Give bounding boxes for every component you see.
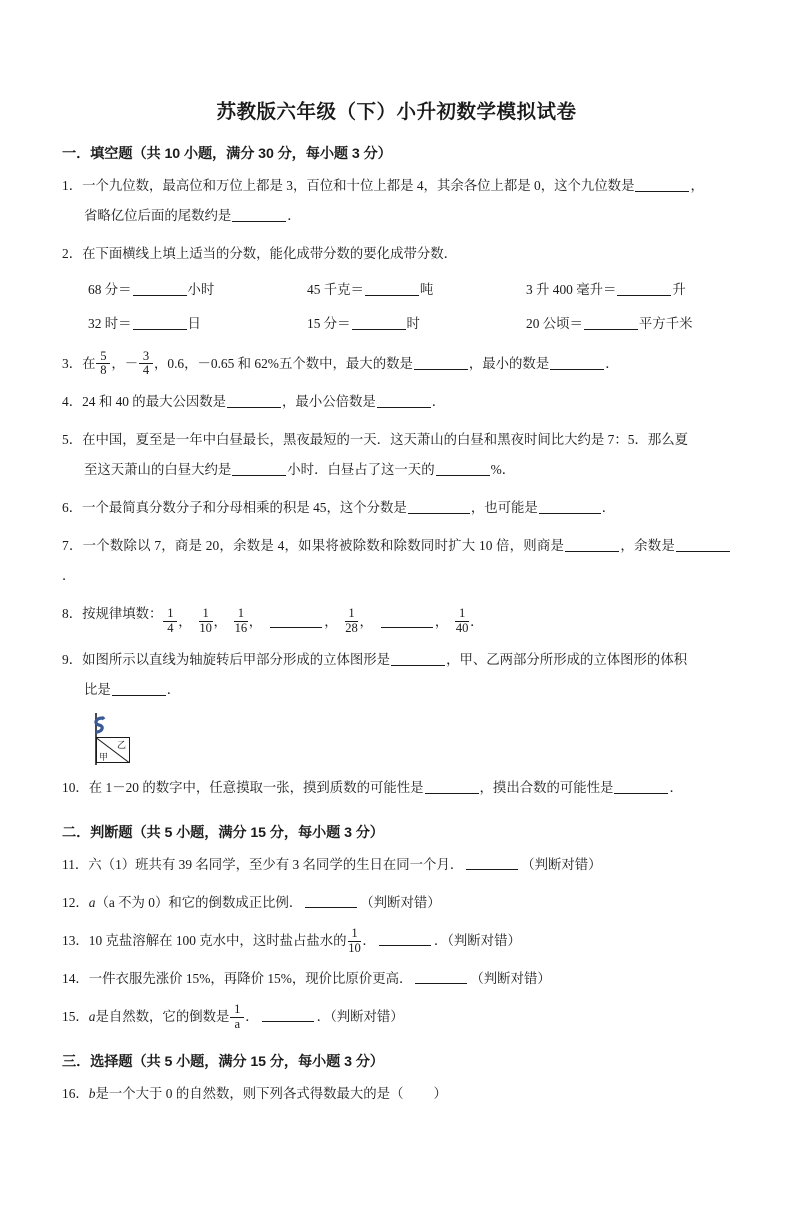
conversion-cell xyxy=(88,273,307,307)
question-12 xyxy=(62,888,731,918)
answer-blank[interactable] xyxy=(415,972,467,984)
conversion-label: 45 千克＝ xyxy=(307,282,364,297)
question-4-mid: ，最小公倍数是 xyxy=(282,394,376,410)
question-5-line1: 在中国，夏至是一年中白昼最长，黑夜最短的一天．这天萧山的白昼和黑夜时间比大约是 7：5．那么夏 xyxy=(82,432,689,448)
question-13-pre: 10 克盐溶解在 100 克水中，这时盐占盐水的 xyxy=(88,933,347,949)
question-9-end: ． xyxy=(166,682,181,698)
conversion-label: 15 分＝ xyxy=(307,316,351,331)
question-7-number: 7． xyxy=(62,538,83,554)
question-9 xyxy=(62,645,731,705)
section-heading-true-false: 二．判断题（共 5 小题，满分 15 分，每小题 3 分） xyxy=(62,825,384,842)
question-5-line2b: 小时．白昼占了这一天的 xyxy=(287,462,435,478)
question-1-number: 1． xyxy=(62,178,83,193)
fraction-denominator: 28 xyxy=(345,620,358,635)
section-heading-multiple-choice: 三．选择题（共 5 小题，满分 15 分，每小题 3 分） xyxy=(62,1054,384,1071)
question-3-pre: 在 xyxy=(82,356,96,371)
question-8-pre: 按规律填数： xyxy=(82,606,163,622)
question-10-end: ． xyxy=(669,780,683,796)
answer-blank[interactable] xyxy=(379,934,431,946)
page-title: 苏教版六年级（下）小升初数学模拟试卷 xyxy=(216,101,577,123)
question-5-line2 xyxy=(62,455,731,485)
question-3-mid2: ，0.6，－0.65 和 62%五个数中，最大的数是 xyxy=(153,356,413,371)
question-10 xyxy=(62,773,731,803)
question-9-line1: 如图所示以直线为轴旋转后甲部分形成的立体图形是 xyxy=(82,652,391,668)
question-12-variable: a xyxy=(88,895,96,911)
answer-blank[interactable] xyxy=(262,1010,314,1022)
question-1-text-end: ， xyxy=(690,178,704,193)
section-heading-fill-in-blank: 一．填空题（共 10 小题，满分 30 分，每小题 3 分） xyxy=(62,146,392,162)
fraction-sequence: $\frac{1}{4}$ ， $\frac{1}{10}$ ， $\frac{1}{16}$ ， ， $\frac{1}{28}$ ， ， $\frac{1}{40}$ ． xyxy=(162,607,483,637)
question-3-mid1: ，－ xyxy=(111,356,139,371)
conversion-unit: 日 xyxy=(187,316,201,331)
fraction-three-quarters xyxy=(139,350,153,378)
figure-label-yi: 乙 xyxy=(117,740,127,751)
answer-blank[interactable] xyxy=(112,683,166,696)
sequence-fraction xyxy=(455,607,469,635)
sequence-fraction xyxy=(199,607,213,635)
fraction-numerator: 5 xyxy=(100,348,107,363)
fraction-denominator: 4 xyxy=(139,363,153,378)
question-13-mid: ． xyxy=(362,933,376,949)
answer-blank[interactable] xyxy=(635,179,689,192)
question-15-end: ． xyxy=(316,1009,331,1025)
question-7-end: ． xyxy=(62,568,76,584)
question-11-number: 11． xyxy=(62,857,89,873)
conversion-cell xyxy=(307,273,526,307)
exam-page xyxy=(0,96,793,1218)
fraction-numerator: 1 xyxy=(348,606,355,621)
answer-blank[interactable] xyxy=(381,616,433,627)
question-9-line2-text: 比是 xyxy=(84,682,111,698)
question-13 xyxy=(62,926,731,956)
question-2-conversion-grid xyxy=(62,273,731,341)
question-10-number: 10． xyxy=(62,780,89,796)
conversion-unit: 平方千米 xyxy=(638,316,693,331)
answer-blank[interactable] xyxy=(133,317,187,330)
question-15-tag: （判断对错） xyxy=(330,1009,404,1025)
question-9-figure xyxy=(87,713,143,765)
question-1-text: 一个九位数，最高位和万位上都是 3，百位和十位上都是 4，其余各位上都是 0，这个九位数是 xyxy=(82,178,635,193)
fraction-denominator: 40 xyxy=(455,620,469,635)
question-1 xyxy=(62,171,731,231)
question-3-mid3: ，最小的数是 xyxy=(468,356,550,371)
answer-blank[interactable] xyxy=(614,781,668,794)
question-5-number: 5． xyxy=(62,432,83,448)
fraction-numerator: 1 xyxy=(202,606,209,621)
question-3-number: 3． xyxy=(62,356,83,371)
conversion-label: 32 时＝ xyxy=(88,316,132,331)
question-10-pre: 在 1－20 的数字中，任意摸取一张，摸到质数的可能性是 xyxy=(88,780,424,796)
answer-blank[interactable] xyxy=(584,317,638,330)
conversion-unit: 升 xyxy=(672,282,686,297)
answer-blank[interactable] xyxy=(227,395,281,408)
question-1-line2-text: 省略亿位后面的尾数约是 xyxy=(84,208,232,223)
figure-label-jia: 甲 xyxy=(99,752,109,763)
question-10-mid: ，摸出合数的可能性是 xyxy=(479,780,614,796)
answer-blank[interactable] xyxy=(365,283,419,296)
question-4-pre: 24 和 40 的最大公因数是 xyxy=(82,394,227,410)
question-9-number: 9． xyxy=(62,652,83,668)
answer-blank[interactable] xyxy=(565,539,619,552)
fraction-denominator: 4 xyxy=(163,621,177,636)
conversion-row xyxy=(88,307,731,341)
conversion-label: 20 公顷＝ xyxy=(526,316,583,331)
question-5 xyxy=(62,425,731,485)
question-13-tag: （判断对错） xyxy=(447,933,521,949)
question-1-line2 xyxy=(62,201,731,231)
conversion-cell xyxy=(88,307,307,341)
question-13-end: ． xyxy=(433,933,448,949)
conversion-row xyxy=(88,273,731,307)
answer-blank[interactable] xyxy=(539,501,601,514)
answer-blank[interactable] xyxy=(425,781,479,794)
question-15 xyxy=(62,1002,731,1032)
sequence-fraction xyxy=(234,607,248,635)
question-6 xyxy=(62,493,731,523)
fraction-five-eighths xyxy=(96,350,110,378)
question-13-number: 13． xyxy=(62,933,89,949)
question-8 xyxy=(62,599,731,637)
question-14-number: 14． xyxy=(62,971,89,987)
question-16-number: 16． xyxy=(62,1086,89,1102)
question-14 xyxy=(62,964,731,994)
answer-blank[interactable] xyxy=(414,357,468,370)
conversion-unit: 吨 xyxy=(419,282,434,297)
question-9-line1b: ，甲、乙两部分所形成的立体图形的体积 xyxy=(446,652,688,668)
question-15-number: 15． xyxy=(62,1009,89,1025)
question-12-tag: （判断对错） xyxy=(360,895,441,911)
question-15-mid: ． xyxy=(245,1009,259,1025)
question-4-end: ． xyxy=(431,394,446,410)
question-6-mid: ，也可能是 xyxy=(470,500,538,516)
rotation-arrow-icon xyxy=(90,715,110,737)
question-11-tag: （判断对错） xyxy=(521,857,602,873)
fraction-denominator: a xyxy=(230,1017,244,1032)
answer-blank[interactable] xyxy=(377,395,431,408)
question-4 xyxy=(62,387,731,417)
sequence-fraction xyxy=(163,607,177,635)
question-4-number: 4． xyxy=(62,394,83,410)
fraction-one-tenth xyxy=(348,927,362,955)
question-1-line2-end: ． xyxy=(287,208,301,223)
question-7-pre: 一个数除以 7，商是 20，余数是 4，如果将被除数和除数同时扩大 10 倍，则商是 xyxy=(82,538,565,554)
answer-blank[interactable] xyxy=(352,317,406,330)
question-3 xyxy=(62,349,731,379)
answer-blank[interactable] xyxy=(305,896,357,908)
answer-blank[interactable] xyxy=(232,209,286,222)
question-16-variable: b xyxy=(88,1086,96,1102)
question-16-pre: 是一个大于 0 的自然数，则下列各式得数最大的是（ xyxy=(95,1086,404,1102)
fraction-denominator: 8 xyxy=(96,363,110,378)
question-8-end: ． xyxy=(470,614,484,630)
fraction-denominator: 10 xyxy=(348,940,361,955)
fraction-denominator: 16 xyxy=(234,620,248,635)
question-3-end: ． xyxy=(605,356,619,371)
question-9-line2 xyxy=(62,675,731,705)
answer-blank[interactable] xyxy=(550,357,604,370)
question-6-pre: 一个最简真分数分子和分母相乘的积是 45，这个分数是 xyxy=(82,500,407,516)
question-5-line2c: %． xyxy=(490,462,516,478)
answer-blank[interactable] xyxy=(436,463,490,476)
answer-blank[interactable] xyxy=(676,539,730,552)
question-8-number: 8． xyxy=(62,606,83,622)
answer-blank[interactable] xyxy=(391,653,445,666)
question-12-pre: （a 不为 0）和它的倒数成正比例． xyxy=(95,895,303,911)
fraction-numerator: 1 xyxy=(237,606,245,621)
question-5-line2a: 至这天萧山的白昼大约是 xyxy=(84,462,232,478)
conversion-label: 3 升 400 毫升＝ xyxy=(526,282,617,297)
question-12-number: 12． xyxy=(62,895,89,911)
fraction-numerator: 1 xyxy=(351,925,358,940)
question-6-end: ． xyxy=(601,500,616,516)
fraction-numerator: 3 xyxy=(142,348,150,363)
conversion-label: 68 分＝ xyxy=(88,282,132,297)
answer-blank[interactable] xyxy=(617,283,671,296)
sequence-fraction xyxy=(345,607,359,635)
conversion-unit: 时 xyxy=(406,316,420,331)
conversion-cell xyxy=(526,273,745,307)
question-16-end: ） xyxy=(433,1086,447,1102)
question-14-pre: 一件衣服先涨价 15%，再降价 15%，现价比原价更高． xyxy=(88,971,413,987)
question-2 xyxy=(62,239,731,341)
answer-blank[interactable] xyxy=(270,616,322,627)
question-15-variable: a xyxy=(88,1009,96,1025)
answer-blank[interactable] xyxy=(408,501,470,514)
question-2-number: 2． xyxy=(62,246,83,261)
answer-blank[interactable] xyxy=(466,858,518,870)
fraction-denominator: 10 xyxy=(199,620,212,635)
question-11-pre: 六（1）班共有 39 名同学，至少有 3 名同学的生日在同一个月． xyxy=(88,857,464,873)
question-6-number: 6． xyxy=(62,500,83,516)
answer-blank[interactable] xyxy=(133,283,187,296)
fraction-one-over-a xyxy=(230,1003,244,1031)
conversion-cell xyxy=(307,307,526,341)
conversion-unit: 小时 xyxy=(187,282,215,297)
question-7 xyxy=(62,531,731,591)
question-14-tag: （判断对错） xyxy=(470,971,551,987)
answer-blank[interactable] xyxy=(232,463,286,476)
question-16 xyxy=(62,1079,731,1109)
fraction-numerator: 1 xyxy=(459,606,466,621)
question-15-pre: 是自然数，它的倒数是 xyxy=(95,1009,230,1025)
question-7-mid: ，余数是 xyxy=(620,538,675,554)
question-2-text: 在下面横线上填上适当的分数，能化成带分数的要化成带分数． xyxy=(82,246,458,261)
conversion-cell xyxy=(526,307,745,341)
fraction-numerator: 1 xyxy=(234,1001,241,1016)
fraction-numerator: 1 xyxy=(167,606,174,621)
question-11 xyxy=(62,850,731,880)
